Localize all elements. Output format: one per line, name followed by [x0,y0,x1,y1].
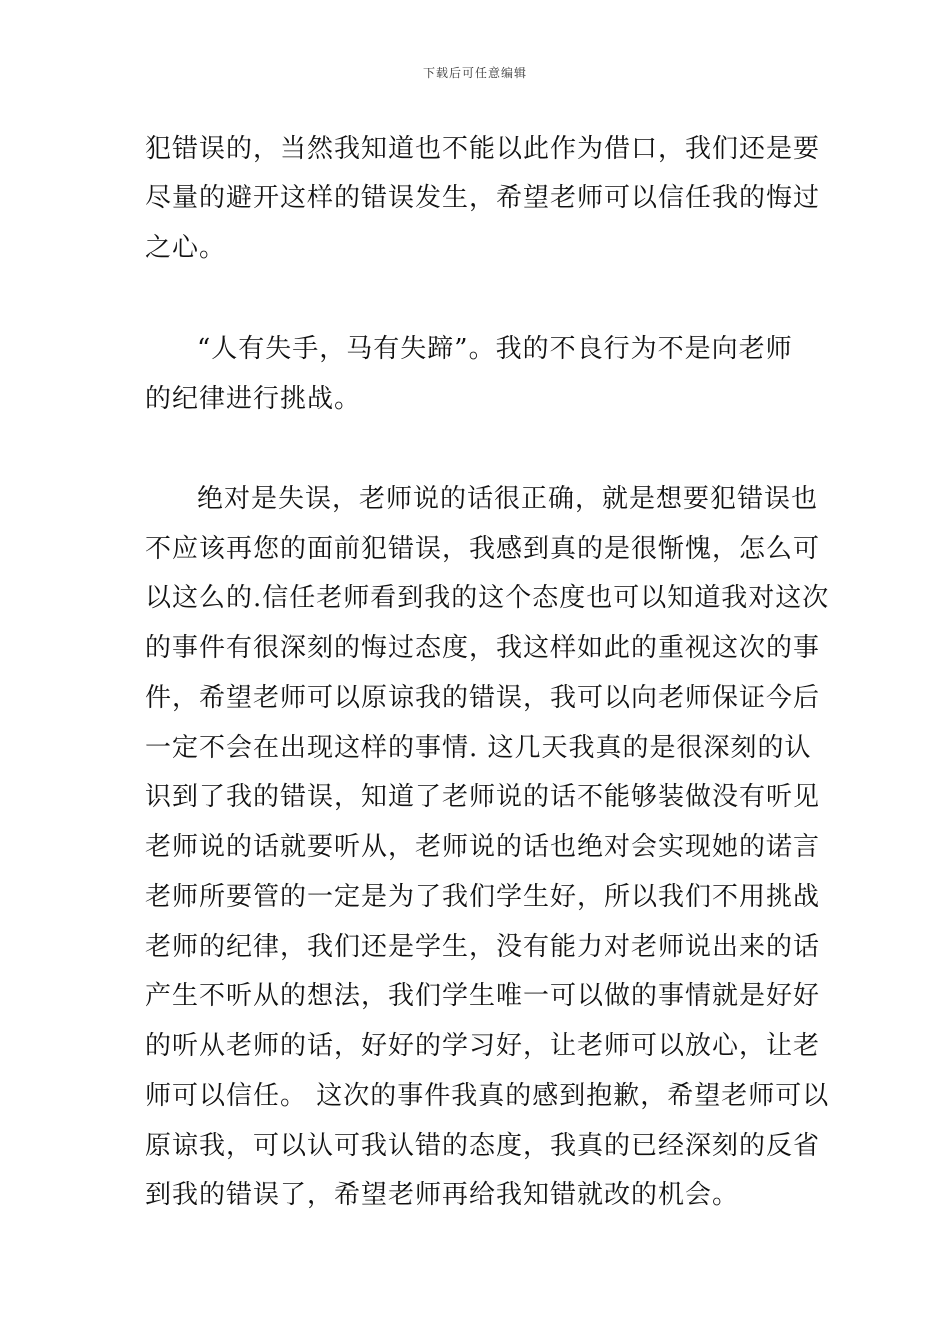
text-line: 犯错误的，当然我知道也不能以此作为借口，我们还是要 [145,134,821,164]
text-line: 的事件有很深刻的悔过态度，我这样如此的重视这次的事 [145,633,821,663]
text-line: 的听从老师的话，好好的学习好，让老师可以放心，让老 [145,1031,821,1061]
text-line: 以这么的.信任老师看到我的这个态度也可以知道我对这次 [145,583,830,613]
text-line: 师可以信任。 这次的事件我真的感到抱歉，希望老师可以 [145,1081,830,1111]
text-line: 尽量的避开这样的错误发生，希望老师可以信任我的悔过 [145,183,821,213]
text-line: 老师说的话就要听从，老师说的话也绝对会实现她的诺言 [145,832,821,862]
text-line: 件，希望老师可以原谅我的错误，我可以向老师保证今后 [145,683,821,713]
text-line: “人有失手，马有失蹄”。我的不良行为不是向老师 [197,334,793,364]
text-line: 识到了我的错误，知道了老师说的话不能够装做没有听见 [145,782,821,812]
page-header: 下载后可任意编辑 [422,66,527,80]
text-line: 之心。 [145,233,227,263]
text-line: 老师所要管的一定是为了我们学生好，所以我们不用挑战 [145,882,821,912]
text-line: 的纪律进行挑战。 [145,384,362,414]
text-line: 老师的纪律，我们还是学生，没有能力对老师说出来的话 [145,932,821,962]
text-line: 到我的错误了，希望老师再给我知错就改的机会。 [145,1180,740,1210]
text-line: 原谅我，可以认可我认错的态度，我真的已经深刻的反省 [145,1131,821,1161]
text-line: 不应该再您的面前犯错误，我感到真的是很惭愧，怎么可 [145,534,821,564]
text-line: 绝对是失误，老师说的话很正确，就是想要犯错误也 [197,484,819,514]
text-line: 产生不听从的想法，我们学生唯一可以做的事情就是好好 [145,981,821,1011]
text-line: 一定不会在出现这样的事情. 这几天我真的是很深刻的认 [145,733,812,763]
